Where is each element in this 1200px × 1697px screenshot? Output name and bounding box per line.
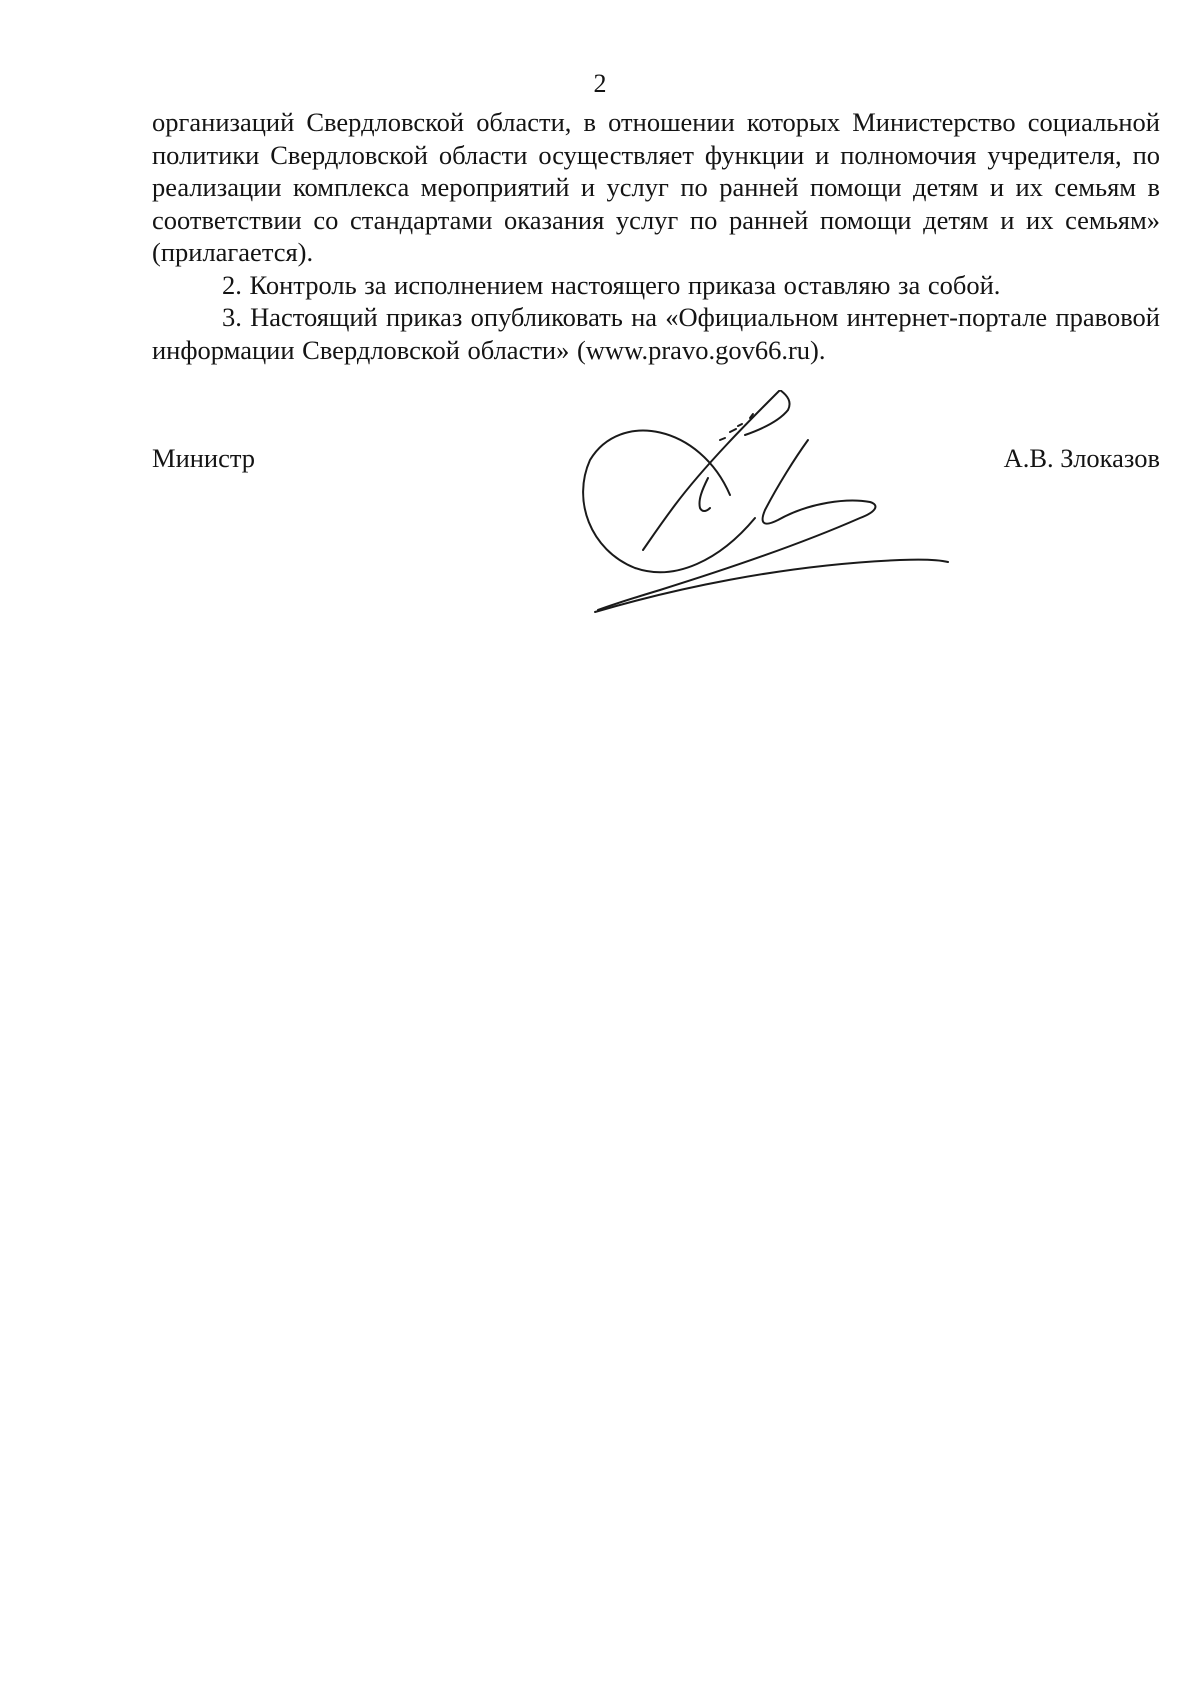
paragraph-item-3: 3. Настоящий приказ опубликовать на «Официальном интернет-портале правовой информации Свердловской области» (www.pravo.gov66.ru). [152, 302, 1160, 365]
signer-title: Министр [152, 443, 256, 473]
paragraph-item-2: 2. Контроль за исполнением настоящего приказа оставляю за собой. [222, 269, 1001, 300]
page-number: 2 [593, 69, 607, 98]
handwritten-signature-icon [580, 390, 960, 640]
paragraph-continuation: организаций Свердловской области, в отношении которых Министерство социальной политики Свердловской области осуществляет функции и полномочия учредителя, по реализации комплекса мероприятий и услуг по ранней помощи детям и их семьям в соответствии со стандартами оказания услуг по ранней помощи детям и их семьям» (прилагается). [152, 107, 1160, 267]
document-body [152, 106, 1160, 366]
signer-name: А.В. Злоказов [1003, 443, 1160, 473]
